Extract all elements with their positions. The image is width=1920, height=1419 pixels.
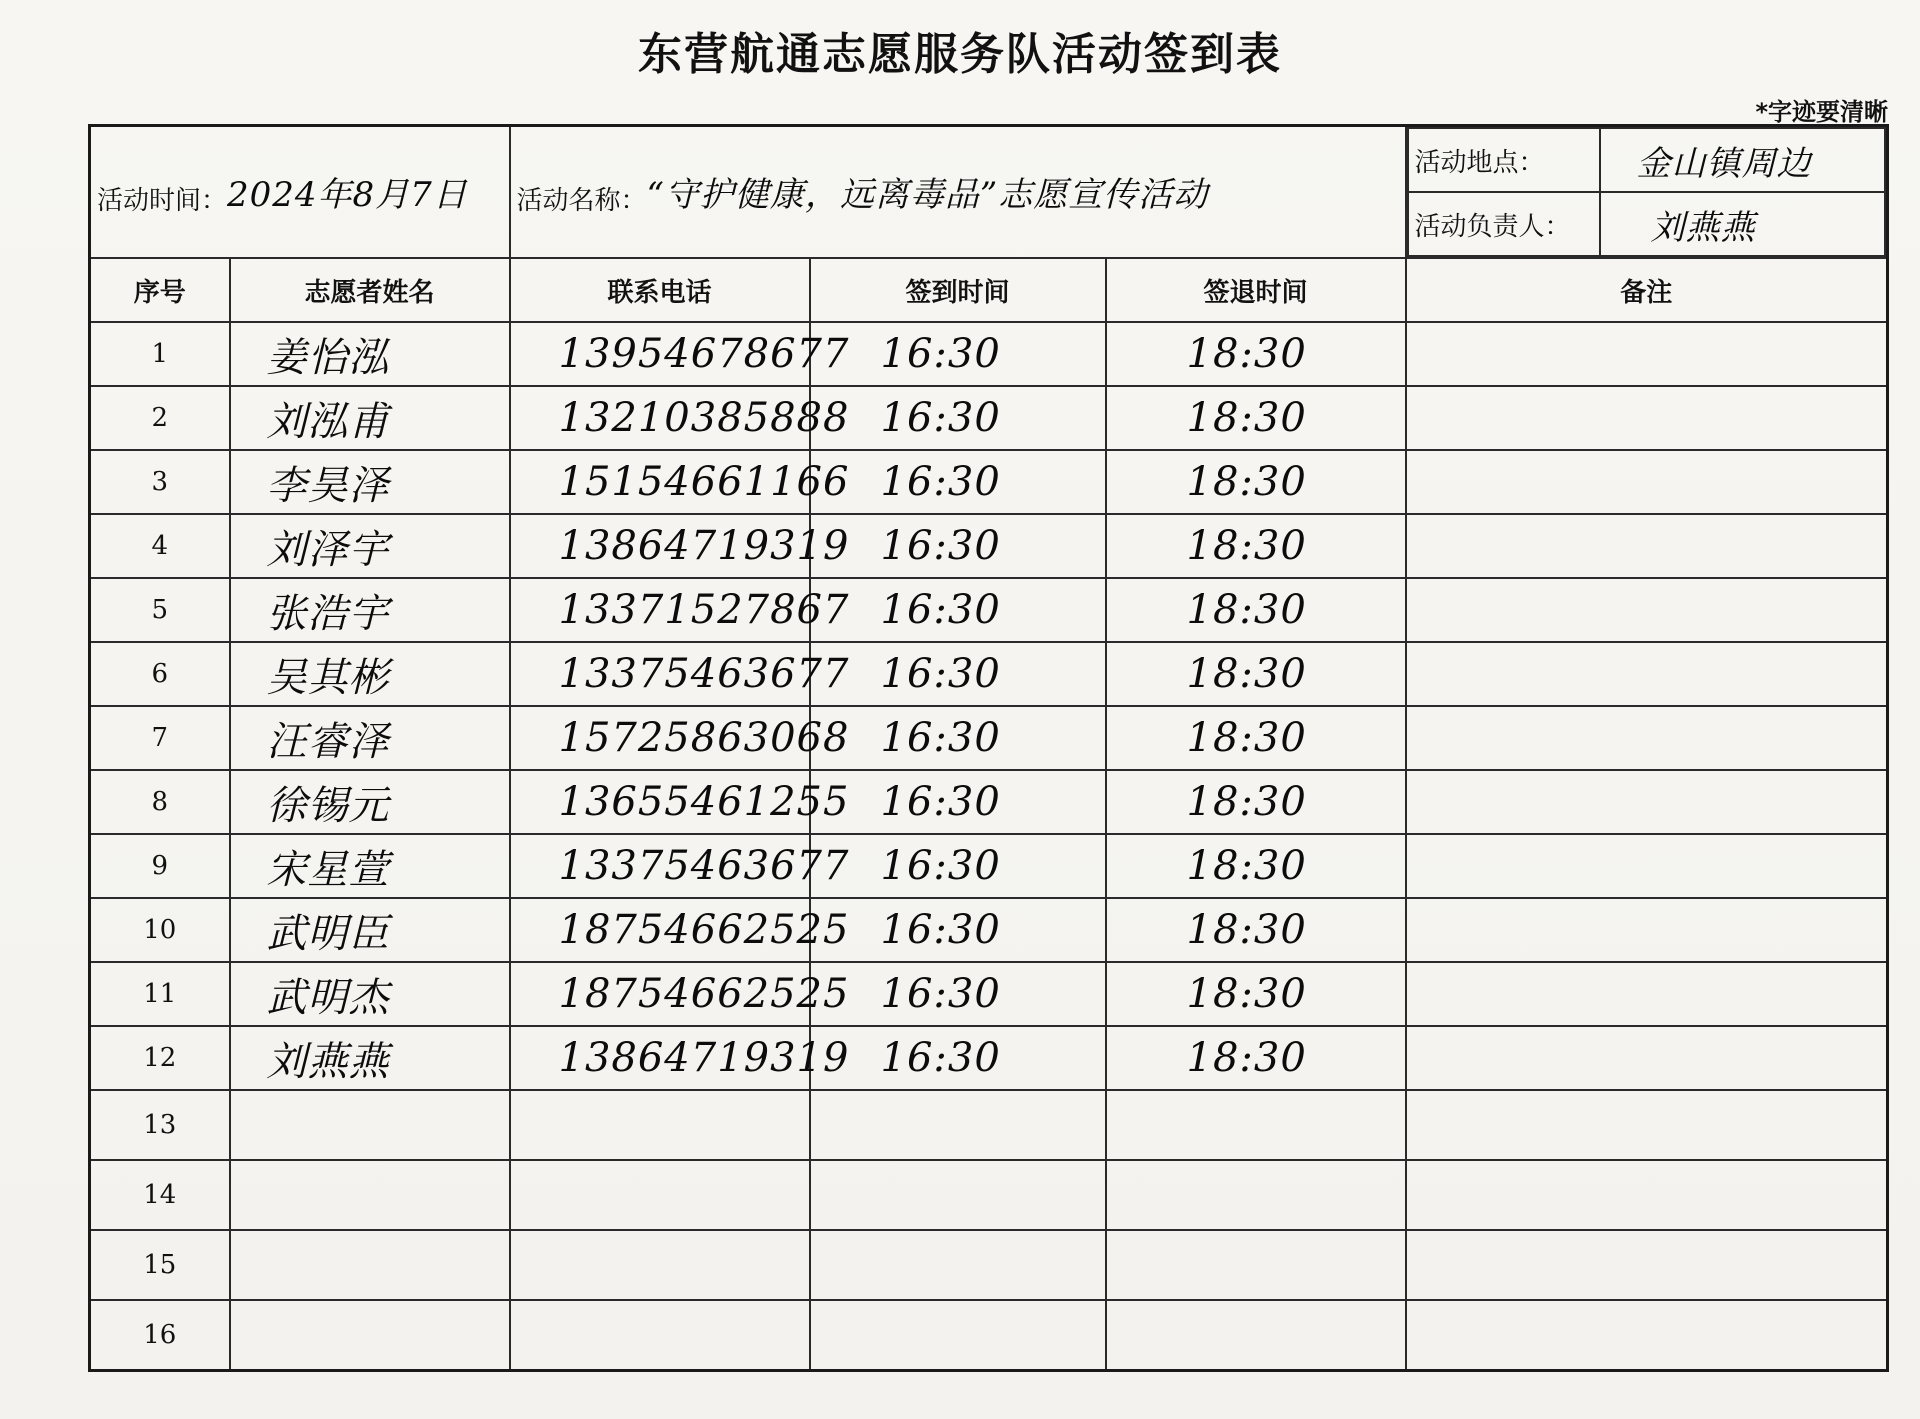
volunteer-name: 武明杰 [266, 974, 390, 1021]
volunteer-name-cell [230, 1026, 510, 1090]
activity-name-value: “守护健康，远离毒品”志愿宣传活动 [646, 175, 1209, 215]
signout-time: 18:30 [1186, 1035, 1307, 1081]
table-row [90, 706, 1888, 770]
phone-number: 13375463677 [558, 651, 850, 697]
row-number: 3 [151, 467, 169, 497]
volunteer-name-cell [230, 386, 510, 450]
table-row [90, 386, 1888, 450]
signout-time-cell [1106, 898, 1406, 962]
phone-number-cell [510, 898, 850, 962]
signin-time-cell [810, 770, 1106, 834]
signout-time: 18:30 [1186, 523, 1307, 569]
phone-number-cell [510, 322, 850, 386]
table-row [90, 834, 1888, 898]
row-number-cell [90, 386, 230, 450]
row-number-cell [90, 1230, 230, 1300]
signout-time-cell [1106, 834, 1406, 898]
table-row [90, 1090, 1888, 1160]
remark-cell [1406, 770, 1888, 834]
signin-time: 16:30 [880, 843, 1001, 889]
activity-header-row [90, 126, 1888, 259]
phone-number-cell [510, 514, 850, 578]
activity-time-label: 活动时间： [97, 186, 228, 216]
phone-number-cell [510, 1160, 810, 1230]
volunteer-name-cell [230, 770, 510, 834]
col-header-remark: 备注 [1406, 258, 1888, 322]
volunteer-name-cell [230, 322, 510, 386]
page-title: 东营航通志愿服务队活动签到表 [638, 29, 1282, 80]
row-number: 2 [151, 403, 169, 433]
volunteer-name-cell [230, 642, 510, 706]
phone-number: 13864719319 [558, 523, 850, 569]
signin-time-cell [810, 1090, 1106, 1160]
row-number: 9 [151, 851, 169, 881]
place-leader-split [1407, 127, 1887, 257]
table-row [90, 322, 1888, 386]
signin-time-cell [810, 578, 1106, 642]
phone-number-cell [510, 706, 850, 770]
phone-number-cell [510, 1230, 810, 1300]
signout-time-cell [1106, 706, 1406, 770]
volunteer-name-cell [230, 1300, 510, 1371]
row-number-cell [90, 450, 230, 514]
signin-time-cell [810, 1300, 1106, 1371]
col-header-no: 序号 [90, 258, 230, 322]
row-number-cell [90, 1300, 230, 1371]
remark-cell [1406, 1160, 1888, 1230]
signin-time: 16:30 [880, 459, 1001, 505]
row-number-cell [90, 578, 230, 642]
signout-time: 18:30 [1186, 587, 1307, 633]
col-header-phone: 联系电话 [510, 258, 810, 322]
phone-number-cell [510, 1026, 850, 1090]
signin-time: 16:30 [880, 715, 1001, 761]
remark-cell [1406, 1026, 1888, 1090]
signout-time: 18:30 [1186, 651, 1307, 697]
phone-number-cell [510, 962, 850, 1026]
signout-time-cell [1106, 1160, 1406, 1230]
table-row [90, 642, 1888, 706]
signout-time-cell [1106, 386, 1406, 450]
signin-time: 16:30 [880, 971, 1001, 1017]
activity-time-cell [90, 126, 510, 259]
remark-cell [1406, 642, 1888, 706]
signin-time: 16:30 [880, 331, 1001, 377]
signin-time: 16:30 [880, 1035, 1001, 1081]
volunteer-name: 李昊泽 [266, 462, 390, 509]
volunteer-name-cell [230, 1230, 510, 1300]
volunteer-name: 徐锡元 [266, 782, 390, 829]
table-row [90, 962, 1888, 1026]
phone-number: 13371527867 [558, 587, 850, 633]
volunteer-name: 张浩宇 [266, 590, 390, 637]
signout-time-cell [1106, 322, 1406, 386]
row-number-cell [90, 706, 230, 770]
phone-number: 13864719319 [558, 1035, 850, 1081]
row-number: 4 [151, 531, 169, 561]
phone-number: 13210385888 [558, 395, 850, 441]
signout-time: 18:30 [1186, 395, 1307, 441]
phone-number: 13954678677 [558, 331, 850, 377]
signin-time: 16:30 [880, 907, 1001, 953]
signout-time-cell [1106, 1230, 1406, 1300]
signin-time: 16:30 [880, 651, 1001, 697]
table-row [90, 898, 1888, 962]
phone-number-cell [510, 386, 850, 450]
row-number: 5 [151, 595, 169, 625]
phone-number: 13375463677 [558, 843, 850, 889]
volunteer-name-cell [230, 706, 510, 770]
phone-number: 15154661166 [558, 459, 850, 505]
row-number-cell [90, 770, 230, 834]
phone-number-cell [510, 1090, 810, 1160]
signin-time-cell [810, 386, 1106, 450]
activity-name-cell [510, 126, 1406, 259]
row-number: 1 [151, 339, 169, 369]
remark-cell [1406, 386, 1888, 450]
volunteer-name-cell [230, 514, 510, 578]
volunteer-name-cell [230, 1160, 510, 1230]
col-header-name: 志愿者姓名 [230, 258, 510, 322]
volunteer-name-cell [230, 962, 510, 1026]
remark-cell [1406, 1300, 1888, 1371]
remark-cell [1406, 322, 1888, 386]
remark-cell [1406, 962, 1888, 1026]
signin-time-cell [810, 1160, 1106, 1230]
remark-cell [1406, 1230, 1888, 1300]
phone-number: 15725863068 [558, 715, 850, 761]
signin-time-cell [810, 1026, 1106, 1090]
volunteer-name-cell [230, 450, 510, 514]
signin-time-cell [810, 706, 1106, 770]
volunteer-name: 刘泓甫 [266, 398, 390, 445]
signout-time-cell [1106, 1090, 1406, 1160]
phone-number-cell [510, 450, 850, 514]
signin-time-cell [810, 1230, 1106, 1300]
signin-time-cell [810, 450, 1106, 514]
activity-place-value [1600, 128, 1886, 192]
signout-time: 18:30 [1186, 459, 1307, 505]
remark-cell [1406, 578, 1888, 642]
remark-cell [1406, 834, 1888, 898]
signin-time-cell [810, 642, 1106, 706]
remark-cell [1406, 450, 1888, 514]
signout-time-cell [1106, 514, 1406, 578]
activity-place-text: 金山镇周边 [1636, 143, 1812, 184]
row-number: 13 [143, 1110, 177, 1140]
remark-cell [1406, 1090, 1888, 1160]
signout-time: 18:30 [1186, 715, 1307, 761]
phone-number-cell [510, 834, 850, 898]
volunteer-name: 汪睿泽 [266, 718, 390, 765]
phone-number: 18754662525 [558, 971, 850, 1017]
row-number-cell [90, 898, 230, 962]
remark-cell [1406, 898, 1888, 962]
volunteer-name: 宋星萱 [266, 846, 390, 893]
table-row [90, 1230, 1888, 1300]
remark-cell [1406, 706, 1888, 770]
row-number: 7 [151, 723, 169, 753]
activity-place-label: 活动地点： [1408, 128, 1600, 192]
volunteer-name: 刘燕燕 [266, 1038, 390, 1085]
row-number: 15 [143, 1250, 177, 1280]
legibility-note: *字迹要清晰 [1755, 98, 1888, 126]
signin-time: 16:30 [880, 395, 1001, 441]
signout-time-cell [1106, 962, 1406, 1026]
signin-time: 16:30 [880, 523, 1001, 569]
table-row [90, 770, 1888, 834]
row-number-cell [90, 1160, 230, 1230]
row-number: 8 [151, 787, 169, 817]
signout-time-cell [1106, 578, 1406, 642]
signout-time-cell [1106, 450, 1406, 514]
signout-time: 18:30 [1186, 843, 1307, 889]
table-row [90, 1026, 1888, 1090]
volunteer-name-cell [230, 1090, 510, 1160]
signin-table [88, 124, 1889, 1372]
table-row [90, 450, 1888, 514]
row-number-cell [90, 1090, 230, 1160]
signin-time: 16:30 [880, 587, 1001, 633]
volunteer-name-cell [230, 898, 510, 962]
col-header-signin: 签到时间 [810, 258, 1106, 322]
table-row [90, 578, 1888, 642]
col-header-signout: 签退时间 [1106, 258, 1406, 322]
row-number: 16 [143, 1320, 177, 1350]
volunteer-name: 吴其彬 [266, 654, 390, 701]
row-number-cell [90, 514, 230, 578]
signin-time-cell [810, 962, 1106, 1026]
phone-number-cell [510, 642, 850, 706]
signin-time: 16:30 [880, 779, 1001, 825]
activity-leader-text: 刘燕燕 [1650, 207, 1756, 248]
signout-time: 18:30 [1186, 779, 1307, 825]
volunteer-name: 武明臣 [266, 910, 390, 957]
activity-time-value: 2024年8月7日 [227, 175, 468, 215]
table-row [90, 514, 1888, 578]
signout-time-cell [1106, 770, 1406, 834]
row-number: 12 [143, 1043, 177, 1073]
volunteer-name: 刘泽宇 [266, 526, 390, 573]
row-number-cell [90, 962, 230, 1026]
table-row [90, 1160, 1888, 1230]
signin-time-cell [810, 514, 1106, 578]
row-number: 11 [143, 979, 177, 1009]
volunteer-name: 姜怡泓 [266, 334, 390, 381]
volunteer-name-cell [230, 578, 510, 642]
signin-time-cell [810, 834, 1106, 898]
activity-name-label: 活动名称： [516, 186, 647, 216]
activity-leader-label: 活动负责人： [1408, 192, 1600, 256]
signout-time-cell [1106, 1026, 1406, 1090]
signout-time-cell [1106, 1300, 1406, 1371]
activity-place-leader-cell [1406, 126, 1888, 259]
signout-time: 18:30 [1186, 971, 1307, 1017]
signout-time-cell [1106, 642, 1406, 706]
phone-number-cell [510, 578, 850, 642]
column-header-row [90, 258, 1888, 322]
row-number: 6 [151, 659, 169, 689]
table-row [90, 1300, 1888, 1371]
remark-cell [1406, 514, 1888, 578]
row-number: 10 [143, 915, 177, 945]
phone-number-cell [510, 1300, 810, 1371]
signout-time: 18:30 [1186, 907, 1307, 953]
activity-leader-value [1600, 192, 1886, 256]
signin-time-cell [810, 322, 1106, 386]
phone-number: 18754662525 [558, 907, 850, 953]
row-number-cell [90, 1026, 230, 1090]
signout-time: 18:30 [1186, 331, 1307, 377]
volunteer-name-cell [230, 834, 510, 898]
row-number-cell [90, 642, 230, 706]
row-number: 14 [143, 1180, 177, 1210]
row-number-cell [90, 322, 230, 386]
signin-time-cell [810, 898, 1106, 962]
phone-number-cell [510, 770, 850, 834]
row-number-cell [90, 834, 230, 898]
phone-number: 13655461255 [558, 779, 850, 825]
